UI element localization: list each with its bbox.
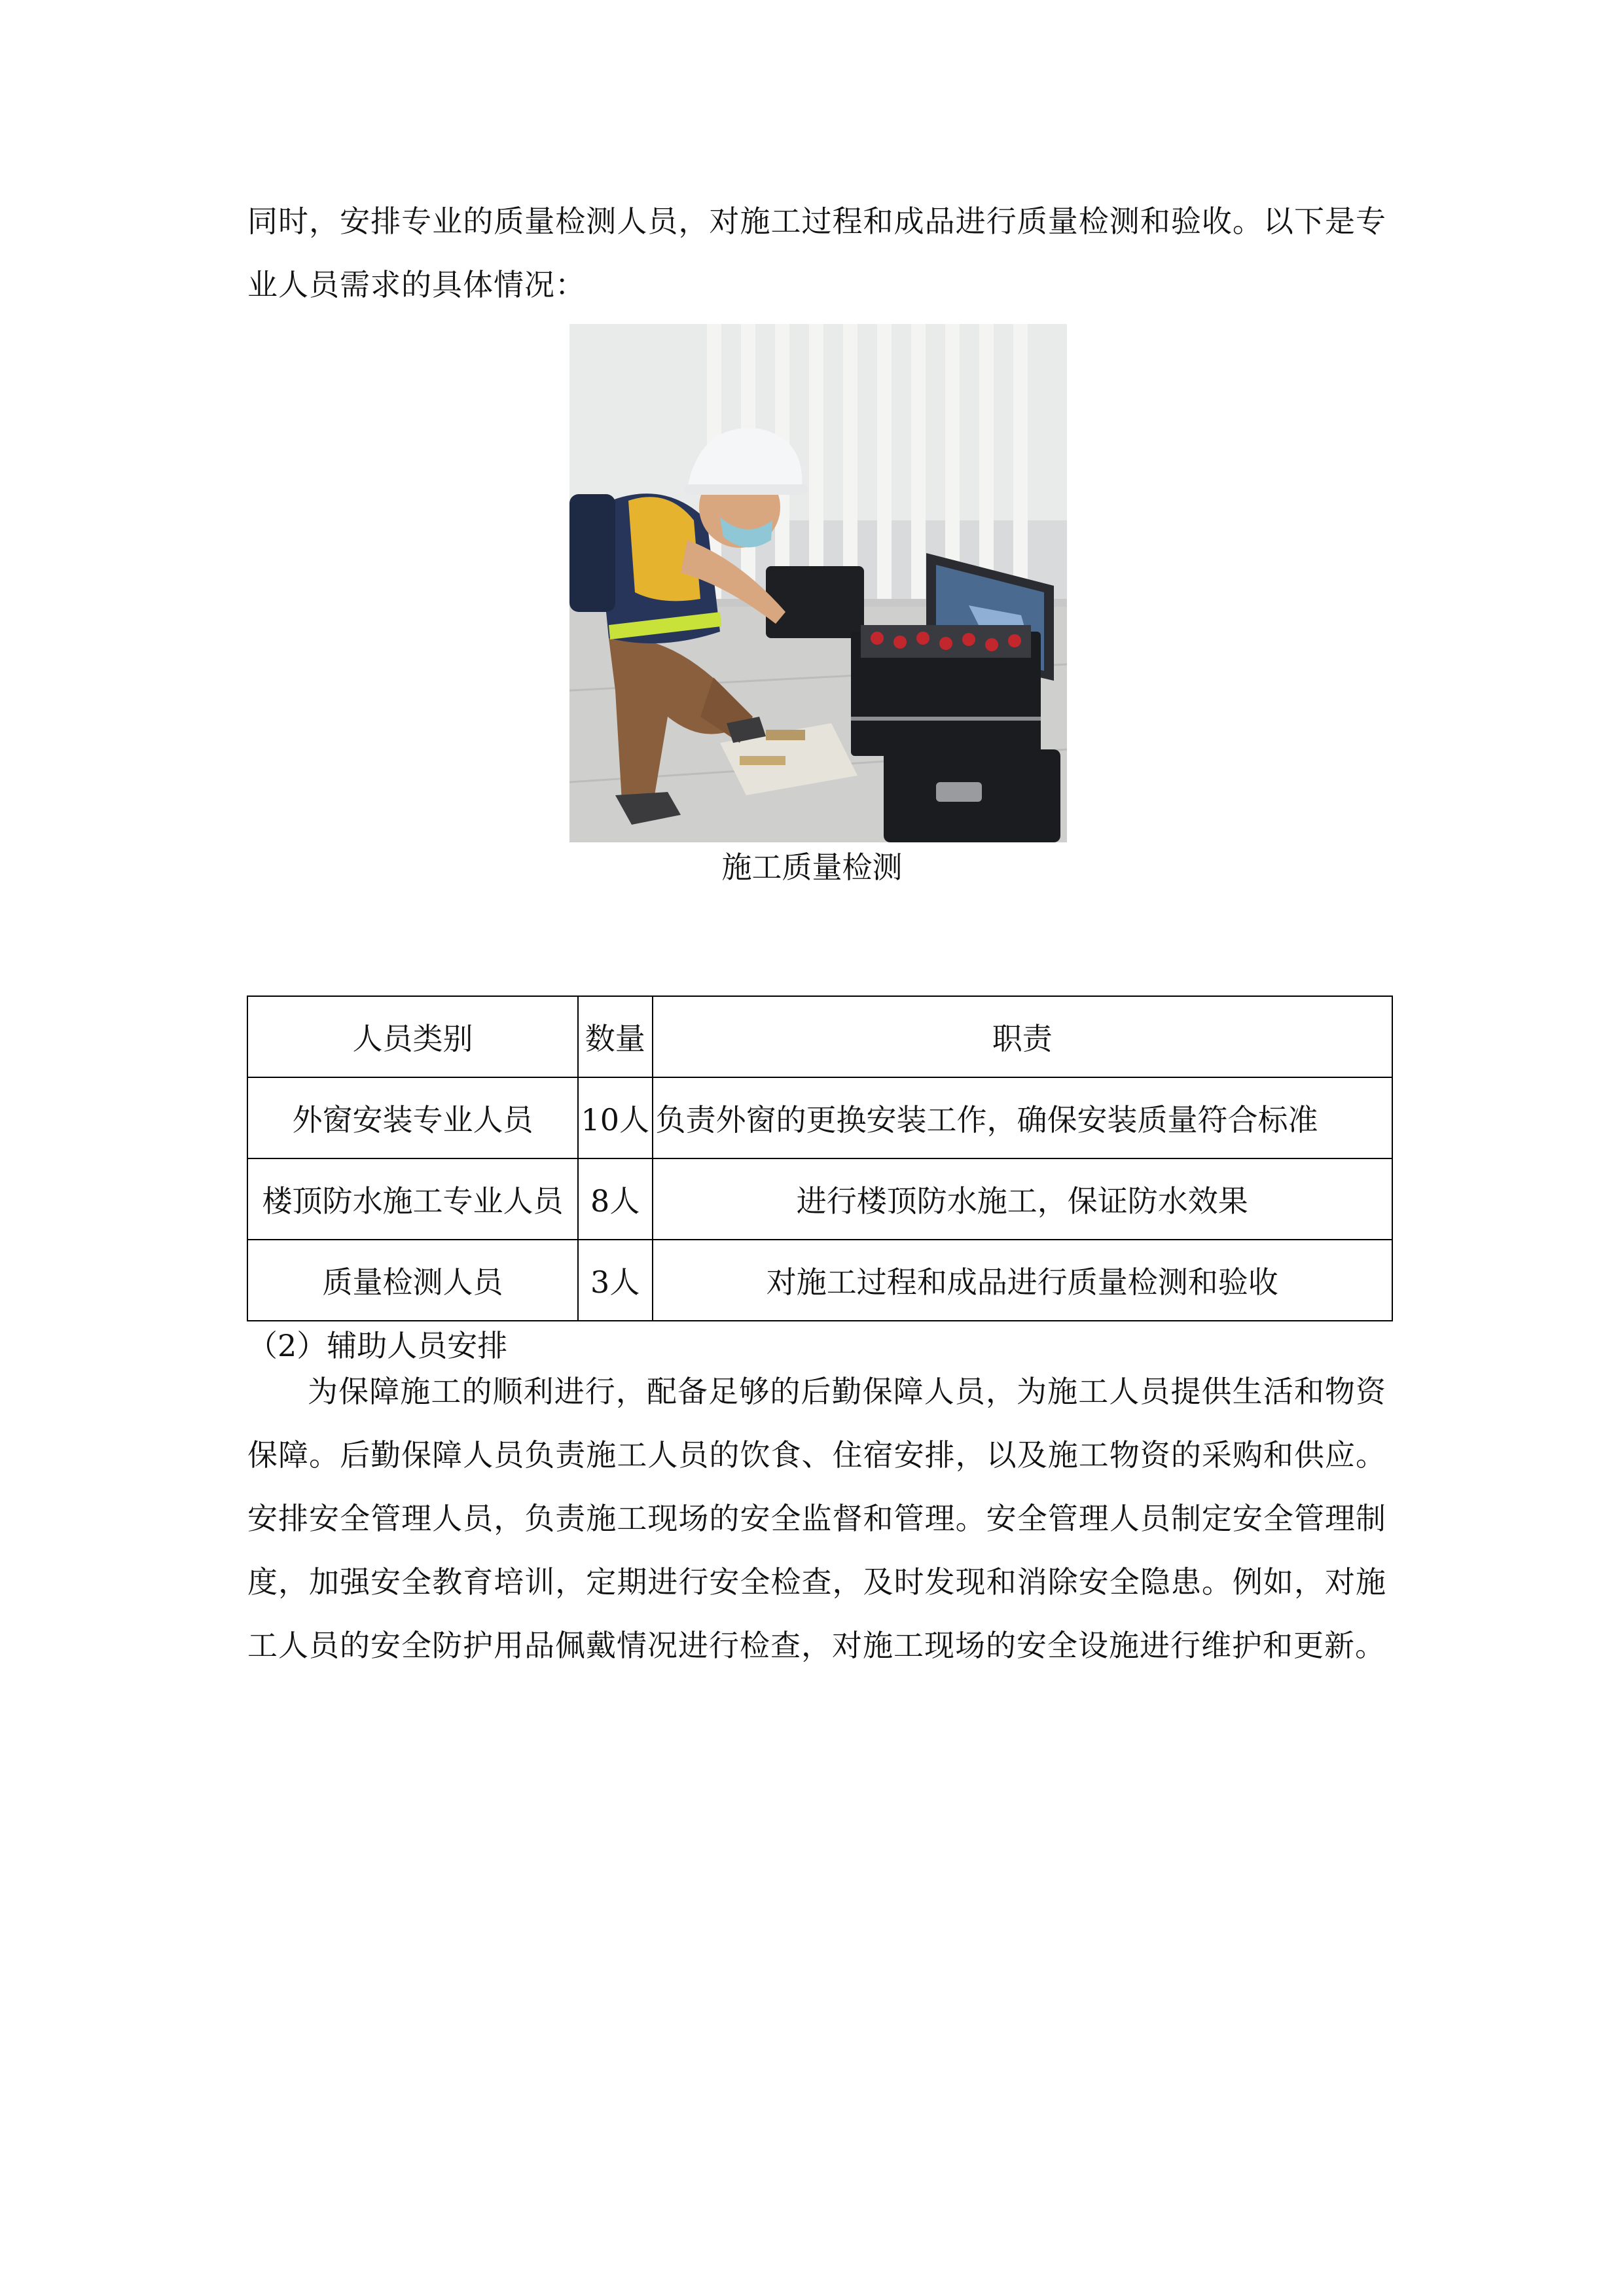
table-header-row xyxy=(247,996,1392,1077)
cell-duty: 对施工过程和成品进行质量检测和验收 xyxy=(653,1240,1392,1321)
quality-inspection-photo xyxy=(569,324,1067,842)
section-heading: （2）辅助人员安排 xyxy=(247,1328,508,1363)
table-row xyxy=(247,1240,1392,1321)
cell-count: 8人 xyxy=(578,1158,653,1240)
staffing-table xyxy=(247,996,1393,1321)
cell-duty: 负责外窗的更换安装工作，确保安装质量符合标准 xyxy=(653,1077,1392,1158)
cell-category: 质量检测人员 xyxy=(247,1240,578,1321)
column-header-count: 数量 xyxy=(578,996,653,1077)
table-row xyxy=(247,1158,1392,1240)
figure-caption: 施工质量检测 xyxy=(721,850,903,885)
cell-count: 10人 xyxy=(578,1077,653,1158)
cell-category: 楼顶防水施工专业人员 xyxy=(247,1158,578,1240)
intro-paragraph: 同时，安排专业的质量检测人员，对施工过程和成品进行质量检测和验收。以下是专业人员需求的具体情况： xyxy=(247,204,1386,302)
inspection-photo-illustration xyxy=(569,324,1067,842)
column-header-duty: 职责 xyxy=(653,996,1392,1077)
cell-count: 3人 xyxy=(578,1240,653,1321)
section-body-paragraph: 为保障施工的顺利进行，配备足够的后勤保障人员，为施工人员提供生活和物资保障。后勤保障人员负责施工人员的饮食、住宿安排，以及施工物资的采购和供应。安排安全管理人员，负责施工现场的安全监督和管理。安全管理人员制定安全管理制度，加强安全教育培训，定期进行安全检查，及时发现和消除安全隐患。例如，对施工人员的安全防护用品佩戴情况进行检查，对施工现场的安全设施进行维护和更新。 xyxy=(247,1374,1386,1663)
cell-category: 外窗安装专业人员 xyxy=(247,1077,578,1158)
table-row xyxy=(247,1077,1392,1158)
cell-duty: 进行楼顶防水施工，保证防水效果 xyxy=(653,1158,1392,1240)
column-header-category: 人员类别 xyxy=(247,996,578,1077)
